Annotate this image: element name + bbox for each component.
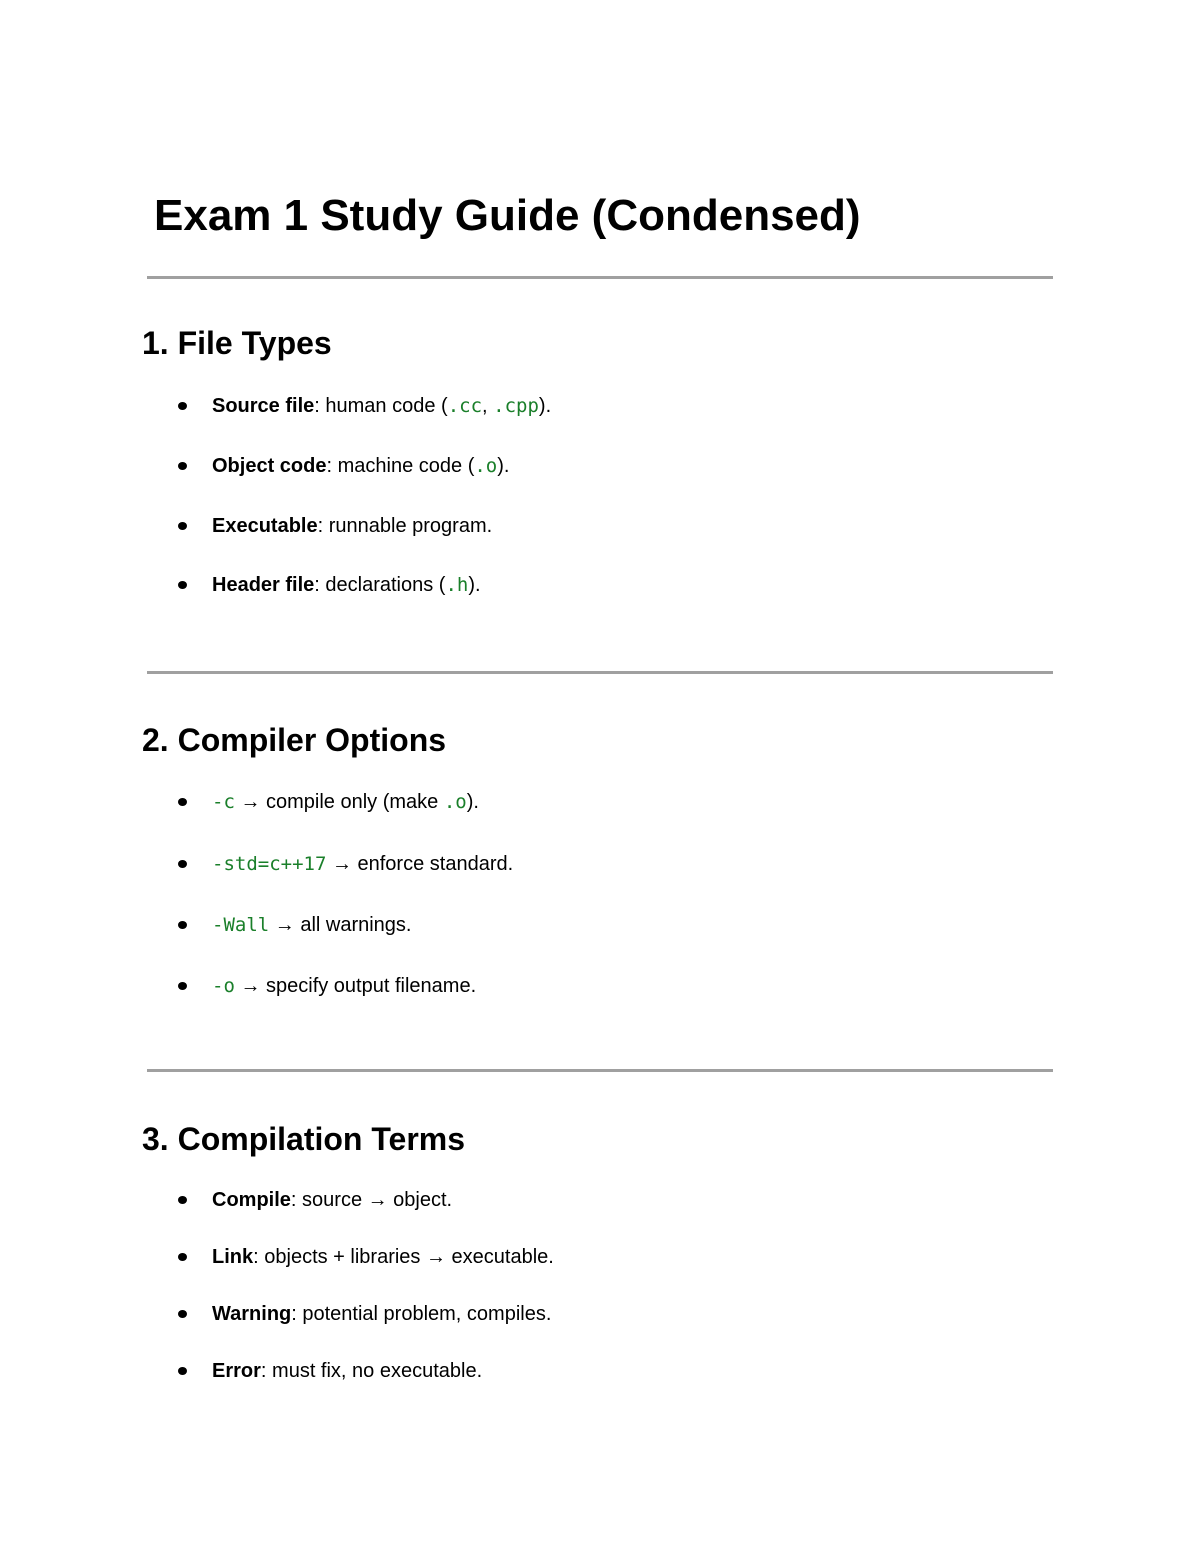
term-separator: :: [291, 1303, 303, 1325]
item-text: must fix, no executable.: [272, 1360, 483, 1382]
list-item: [0, 911, 513, 972]
item-text: ).: [538, 395, 552, 417]
list-item: [0, 452, 551, 512]
item-text: ).: [468, 574, 481, 596]
term-separator: :: [326, 455, 338, 477]
bullet-icon: [178, 860, 187, 868]
bullet-icon: [178, 982, 187, 990]
code-snippet: .h: [445, 574, 469, 596]
item-text: potential problem, compiles.: [302, 1303, 552, 1325]
term-separator: :: [253, 1246, 265, 1268]
item-text: → specify output filename.: [234, 975, 477, 997]
item-text: → enforce standard.: [326, 853, 514, 875]
term-label: Warning: [212, 1303, 292, 1325]
code-snippet: .cc: [447, 395, 483, 417]
term-label: Executable: [212, 515, 318, 537]
bullet-icon: [178, 1367, 187, 1375]
list-item: [0, 1357, 554, 1414]
bullet-icon: [178, 581, 187, 589]
list-item: [0, 512, 551, 571]
horizontal-rule: [147, 276, 1053, 279]
file-types-list: [0, 392, 551, 630]
code-snippet: .o: [443, 791, 467, 813]
term-label: Compile: [212, 1189, 291, 1211]
code-snippet: -Wall: [212, 914, 270, 936]
list-item: [0, 972, 513, 1032]
term-separator: :: [260, 1360, 273, 1382]
item-text: runnable program.: [328, 515, 493, 537]
code-snippet: -std=c++17: [212, 853, 327, 875]
term-label: Link: [212, 1246, 254, 1268]
bullet-icon: [178, 522, 187, 530]
list-item: [0, 1300, 554, 1357]
page-title: Exam 1 Study Guide (Condensed): [154, 191, 861, 240]
term-label: Object code: [212, 455, 327, 477]
item-text: machine code (: [337, 455, 475, 477]
item-text: → all warnings.: [269, 914, 412, 936]
term-label: Header file: [212, 574, 315, 596]
horizontal-rule: [147, 1069, 1053, 1072]
code-snippet: -c: [212, 791, 235, 813]
horizontal-rule: [147, 671, 1053, 674]
bullet-icon: [178, 1196, 187, 1204]
list-item: [0, 1243, 554, 1300]
bullet-icon: [178, 798, 187, 806]
bullet-icon: [178, 1253, 187, 1261]
list-item: [0, 788, 513, 850]
term-separator: :: [317, 515, 329, 537]
list-item: [0, 850, 513, 911]
code-snippet: .cpp: [493, 395, 539, 417]
item-text: ).: [497, 455, 510, 477]
compilation-terms-list: [0, 1186, 554, 1414]
section-heading-compiler-options: 2. Compiler Options: [142, 722, 447, 758]
bullet-icon: [178, 402, 187, 410]
item-text: declarations (: [325, 574, 446, 596]
code-snippet: -o: [212, 975, 235, 997]
compiler-options-list: [0, 788, 513, 1032]
term-separator: :: [314, 574, 326, 596]
term-label: Source file: [212, 395, 315, 417]
term-separator: :: [314, 395, 326, 417]
bullet-icon: [178, 462, 187, 470]
section-heading-compilation-terms: 3. Compilation Terms: [142, 1121, 466, 1157]
item-text: ,: [482, 395, 494, 417]
bullet-icon: [178, 921, 187, 929]
section-heading-file-types: 1. File Types: [142, 325, 332, 361]
item-text: objects + libraries → executable.: [264, 1246, 554, 1268]
code-snippet: .o: [474, 455, 498, 477]
list-item: [0, 392, 551, 452]
item-text: → compile only (make: [234, 791, 444, 813]
item-text: ).: [466, 791, 479, 813]
term-separator: :: [290, 1189, 303, 1211]
bullet-icon: [178, 1310, 187, 1318]
list-item: [0, 571, 551, 630]
term-label: Error: [212, 1360, 261, 1382]
item-text: human code (: [325, 395, 448, 417]
list-item: [0, 1186, 554, 1243]
item-text: source → object.: [302, 1189, 453, 1211]
